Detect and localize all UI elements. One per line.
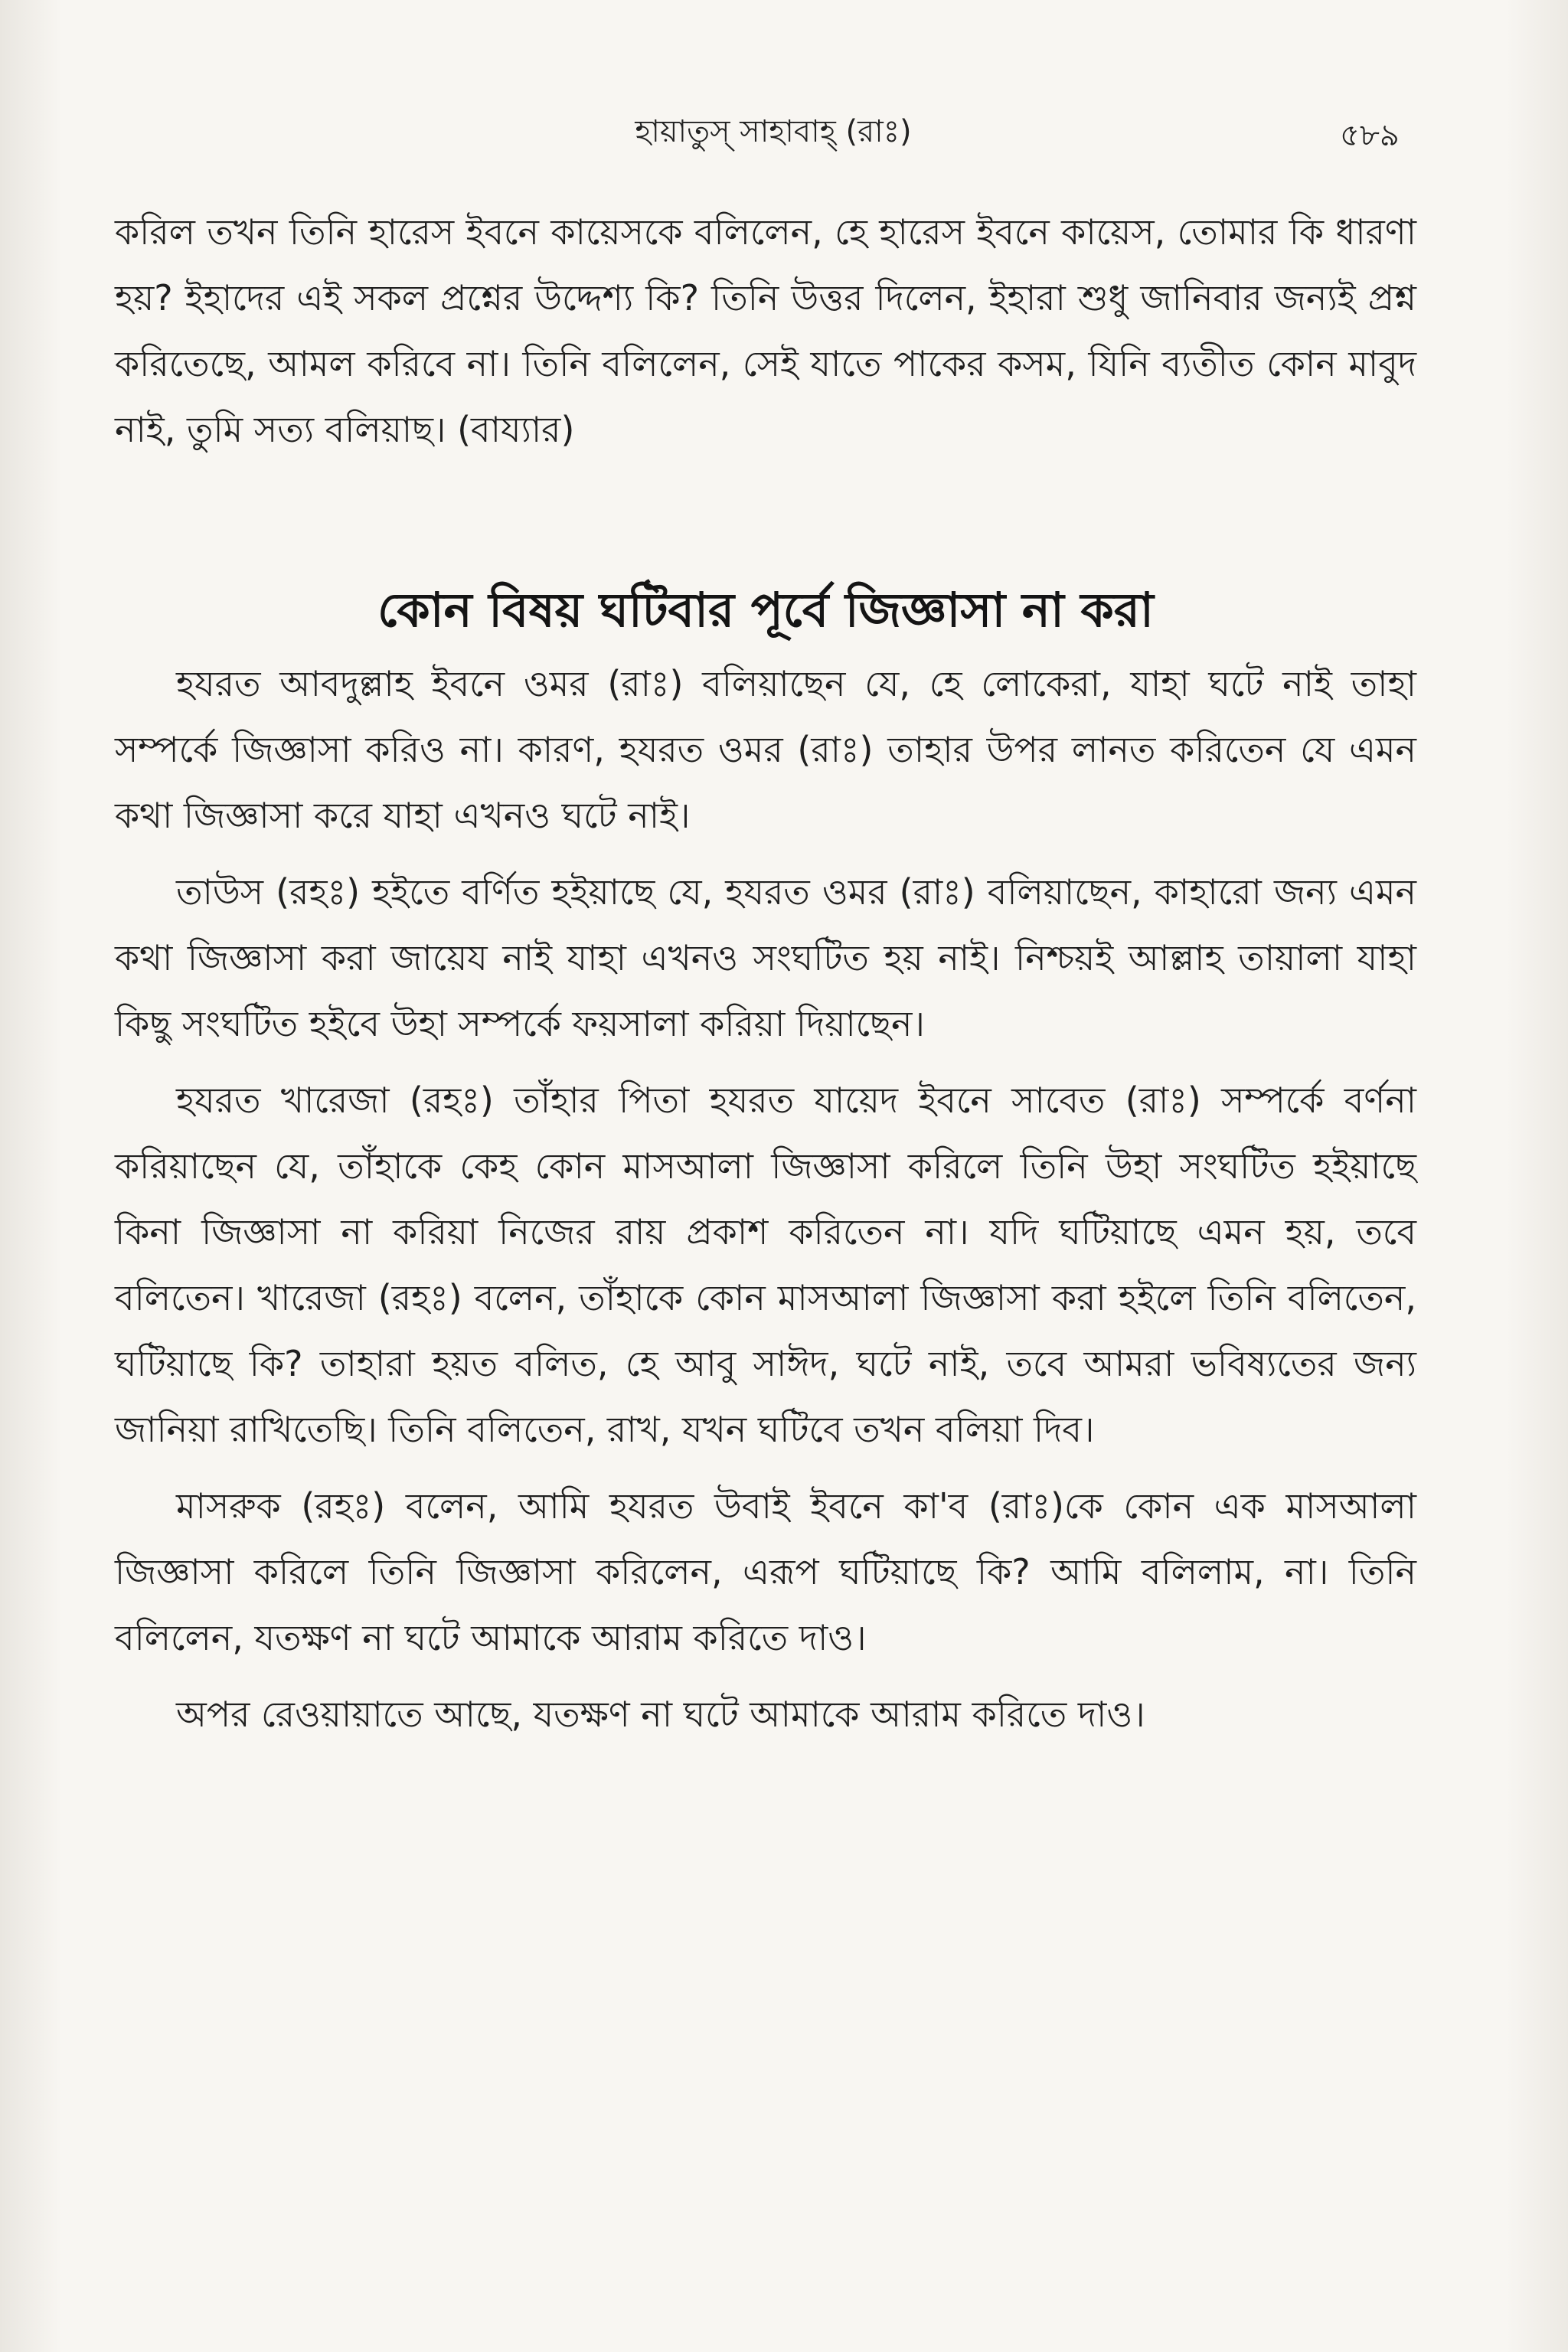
intro-paragraph: করিল তখন তিনি হারেস ইবনে কায়েসকে বলিলেন, হে হারেস ইবনে কায়েস, তোমার কি ধারণা হয়? ইহাদের এই সকল প্রশ্নের উদ্দেশ্য কি? তিনি উত্তর দিলেন, ইহারা শুধু জানিবার জন্যই প্রশ্ন করিতেছে, আমল করিবে না। তিনি বলিলেন, সেই যাতে পাকের কসম, যিনি ব্যতীত কোন মাবুদ নাই, তুমি সত্য বলিয়াছ। (বায্যার)	[115, 211, 1416, 450]
paragraph-1: হযরত আবদুল্লাহ ইবনে ওমর (রাঃ) বলিয়াছেন যে, হে লোকেরা, যাহা ঘটে নাই তাহা সম্পর্কে জিজ্ঞাসা করিও না। কারণ, হযরত ওমর (রাঃ) তাহার উপর লানত করিতেন যে এমন কথা জিজ্ঞাসা করে যাহা এখনও ঘটে নাই।	[115, 663, 1416, 836]
paragraph-4: মাসরুক (রহঃ) বলেন, আমি হযরত উবাই ইবনে কা'ব (রাঃ)কে কোন এক মাসআলা জিজ্ঞাসা করিলে তিনি জিজ্ঞাসা করিলেন, এরূপ ঘটিয়াছে কি? আমি বলিলাম, না। তিনি বলিলেন, যতক্ষণ না ঘটে আমাকে আরাম করিতে দাও।	[115, 1485, 1416, 1658]
paragraph-2: তাউস (রহঃ) হইতে বর্ণিত হইয়াছে যে, হযরত ওমর (রাঃ) বলিয়াছেন, কাহারো জন্য এমন কথা জিজ্ঞাসা করা জায়েয নাই যাহা এখনও সংঘটিত হয় নাই। নিশ্চয়ই আল্লাহ তায়ালা যাহা কিছু সংঘটিত হইবে উহা সম্পর্কে ফয়সালা করিয়া দিয়াছেন।	[115, 871, 1416, 1044]
page-content	[115, 199, 1416, 1747]
section-heading: কোন বিষয় ঘটিবার পূর্বে জিজ্ঞাসা না করা	[377, 582, 1154, 638]
page-number: ৫৮৯	[1340, 118, 1400, 153]
running-head: হায়াতুস্ সাহাবাহ্ (রাঃ)	[635, 114, 912, 149]
paragraph-3: হযরত খারেজা (রহঃ) তাঁহার পিতা হযরত যায়েদ ইবনে সাবেত (রাঃ) সম্পর্কে বর্ণনা করিয়াছেন যে, তাঁহাকে কেহ কোন মাসআলা জিজ্ঞাসা করিলে তিনি উহা সংঘটিত হইয়াছে কিনা জিজ্ঞাসা না করিয়া নিজের রায় প্রকাশ করিতেন না। যদি ঘটিয়াছে এমন হয়, তবে বলিতেন। খারেজা (রহঃ) বলেন, তাঁহাকে কোন মাসআলা জিজ্ঞাসা করা হইলে তিনি বলিতেন, ঘটিয়াছে কি? তাহারা হয়ত বলিত, হে আবু সাঈদ, ঘটে নাই, তবে আমরা ভবিষ্যতের জন্য জানিয়া রাখিতেছি। তিনি বলিতেন, রাখ, যখন ঘটিবে তখন বলিয়া দিব।	[115, 1080, 1416, 1450]
paragraph-5: অপর রেওয়ায়াতে আছে, যতক্ষণ না ঘটে আমাকে আরাম করিতে দাও।	[176, 1694, 1145, 1735]
